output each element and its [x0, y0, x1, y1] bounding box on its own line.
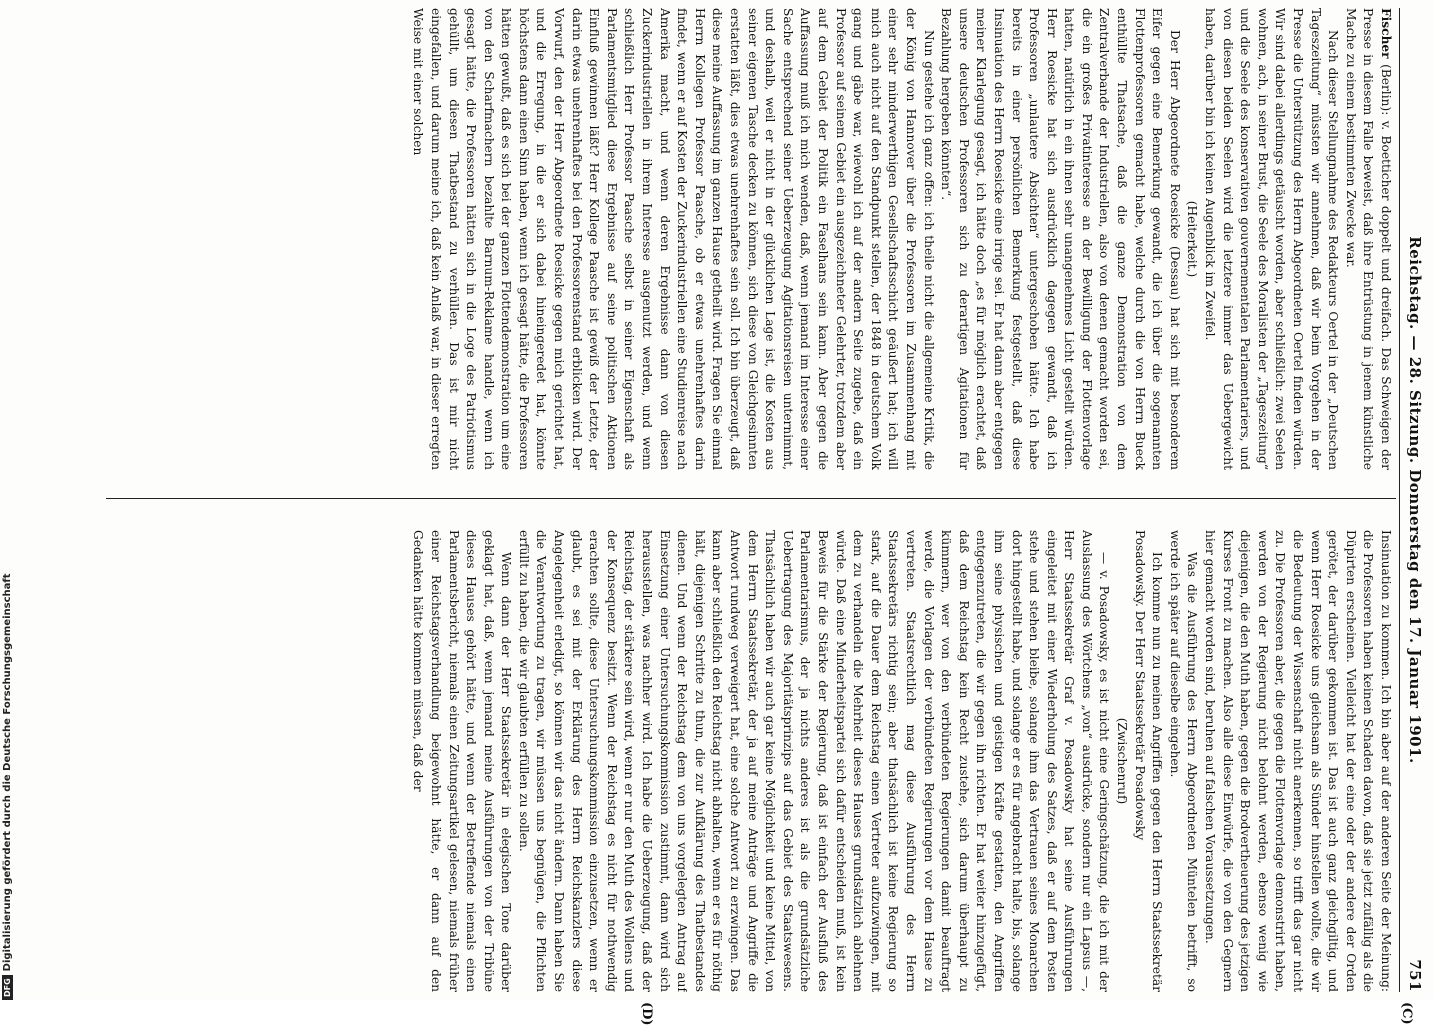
right-column [109, 530, 1394, 992]
page-header [1402, 8, 1424, 992]
running-title: Reichstag. — 28. Sitzung. Donnerstag den 17. Januar 1901. [1406, 236, 1424, 764]
paragraph-1: v. Boetticher doppelt und dreifach. Das Schweigen der Presse in diesem Falle beweist, daß ihre Entrüstung in jenem künstliche Mache zu einem bestimmten Zwecke war. [1343, 8, 1393, 470]
left-column [109, 8, 1394, 470]
paragraph-2: Nach dieser Stellungnahme des Redakteurs Oertel in der „Deutschen Tageszeitung“ müssten wir annehmen, daß wir beim Vorgehen in der Presse die Unterstützung des Herrn Abgeordneten Oertel finden würden. Wir sind dabei allerdings getäuscht worden, aber schließlich: zwei Seelen wohnen, ach, in seiner Brust, die Seele des Moralisten der „Tageszeitung“ und die Seele des konservativen gouvernementalen Parlamentariers, und von diesen beiden Seelen wird die letztere immer das Uebergewicht haben, darüber bin ich keinen Augenblick im Zweifel. [1203, 8, 1341, 470]
paragraph-r4: — v. Posadowsky, es ist nicht eine Geringschätzung, die ich mit der Auslassung des Wörtchens „von“ ausdrücke, sondern nur ein Lapsus —, Herr Staatssekretär Graf v. Posadowsky hat seine Ausführungen eingeleitet mit einer Wiederholung des Satzes, daß er auf dem Posten stehe und stehen bleibe, solange ihm das Vertrauen seines Monarchen dort hingestellt habe, und solange er es für angebracht halte, bis, solange ihm seine physischen und geistigen Kräfte gestatten, den Angriffen entgegenzutreten, die wir gegen ihn richten. Er hat weiter hinzugefügt, daß dem Reichstag kein Recht zustehe, sich darum überhaupt zu kümmern, wer von den verbündeten Regierungen damit beauftragt werde, die Vorlagen der verbündeten Regierungen vor dem Hause zu vertreten. Staatsrechtlich mag diese Ausführung des Herrn Staatssekretärs richtig sein; aber thatsächlich ist keine Regierung so stark, auf die Dauer dem Reichstag einen Vertreter aufzuzwingen, mit dem zu verhandeln die Mehrheit dieses Hauses grundsätzlich ablehnen würde. Daß eine Minderheitspartei sich dafür entscheiden muß, ist kein Beweis für die Stärke der Regierung, daß ist einfach der Ausfluß des Parlamentarismus, der ja nichts anderes ist als die grundsätzliche Uebertragung des Majoritätsprinzips auf das Gebiet des Staatswesens. Thatsächlich haben wir auch gar keine Möglichkeit und keine Mittel, von dem Herrn Staatssekretär, der ja auf meine Anträge und Angriffe die Antwort rundweg verweigert hat, eine solche Antwort zu erzwingen. Das kann aber schließlich den Reichstag nicht abhalten, wenn er es für nöthig hält, diejenigen Schritte zu thun, die zur Aufklärung des Thatbestandes dienen. Und wenn der Reichstag dem von uns vorgelegten Antrag auf Einsetzung einer Untersuchungskommission zustimmt, dann wird sich herausstellen, was nachher wird. Ich habe die Ueberzeugung, daß der Reichstag, der stärkere sein wird, wenn er nur den Muth des Wollens und der Konsequenz besitzt. Wenn der Reichstag es nicht für nothwendig erachten sollte, diese Untersuchungskommission einzusetzen, wenn er glaubt, es sei mit der Erklärung des Herrn Reichskanzlers diese Angelegenheit erledigt, so können wir das nicht ändern. Dann haben Sie die Verantwortung zu tragen, wir müssen uns begnügen, die Pflichten erfüllt zu haben, die wir glaubten erfüllen zu sollen. [516, 530, 1112, 992]
header-rule [1399, 8, 1400, 992]
margin-marker-d: (D) [639, 1002, 654, 1026]
paragraph-3: Der Herr Abgeordnete Roesicke (Dessau) hat sich mit besonderem Eifer gegen eine Bemerkung gewandt, die ich über die sogenannten Flottenprofessoren gemacht habe, welche durch die von Herrn Bueck enthüllte Thatsache, daß die ganze Demonstration von dem Zentralverbande der Industriellen, also von denen gemacht worden sei, die ein großes Privatinteresse an der Bewilligung der Flottenvorlage hatten, natürlich in ein ihnen sehr unangenehmes Licht gestellt würden. Herr Roesicke hat sich ausdrücklich dagegen gewandt, daß ich Professoren „unlautere Absichten“ untergeschoben hätte. Ich habe bereits in einer persönlichen Bemerkung festgestellt, daß diese Insinuation des Herrn Roesicke eine irrige sei. Er hat dann aber entgegen meiner Klarlegung gesagt, ich hätte doch „es für möglich erachtet, daß unsere deutschen Professoren sich zu derartigen Agitationen für Bezahlung hergeben könnten“. [939, 8, 1182, 470]
paragraph-r5: Wenn dann der Herr Staatssekretär in elegischen Tone darüber geklagt hat, daß, wenn jemand meine Ausführungen von der Tribüne dieses Hauses gehört hätte, und wenn der Betreffende niemals einen Parlamentsbericht, niemals einen Zeitungsartikel gelesen, niemals früher einer Reichstagsverhandlung beigewohnt hätte, er dann auf den Gedanken hätte kommen müssen, daß der [411, 530, 514, 992]
paragraph-r1: Insinuation zu kommen. Ich bin aber auf der anderen Seite der Meinung: die Professoren haben keinen Schaden davon, daß sie jetzt zufällig als die Düpirten erscheinen. Vielleicht hat der eine oder der andere der Orden gerötet, der darüber gekommen ist. Das ist auch ganz gleichgiltig, und wenn Herr Roesicke uns gleichsam als Sünder hinstellen wollte, die wir die Bedeutung der Wissenschaft nicht anerkennen, so trifft das gar nicht zu. Die Professoren aber, die gegen die Flottenvorlage demonstrirt haben, werden von der Regierung nicht belohnt werden, ebenso wenig wie diejenigen, die den Muth haben, gegen die Brodvertheuerung des jetzigen Kurses Front zu machen. Also alle diese Einwürfe, die von den Gegnern hier gemacht worden sind, beruhen auf falschen Voraussetzungen. [1203, 530, 1393, 992]
dfg-logo: DFG [2, 975, 13, 1000]
footer-text: Digitalisierung gefördert durch die Deutsche Forschungsgemeinschaft [2, 573, 13, 972]
paragraph-r3: Ich komme nun zu meinen Angriffen gegen den Herrn Staatssekretär Posadowsky. Der Herr Staatssekretär Posadowsky [1132, 530, 1165, 992]
digitization-footer [2, 573, 16, 1000]
interjection-heiterkeit: (Heiterkeit.) [1185, 200, 1200, 278]
speaker-place: (Berlin): [1379, 64, 1393, 116]
rotated-page-content [84, 8, 1424, 1026]
paragraph-r2: Was die Ausführung des Herrn Abgeordneten Müntelen betrifft, so werde ich später auf dieselbe eingehen. [1167, 530, 1200, 992]
speaker-name: Fischer [1379, 8, 1393, 59]
margin-marker-c: (C) [1399, 1002, 1414, 1025]
interjection-zwischenruf: (Zwischenruf) [1115, 717, 1130, 805]
paragraph-4: Nun gestehe ich ganz offen: ich theile nicht die allgemeine Kritik, die der König von Hannover über die Professoren im Zusammenhang mit einer sehr minderwerthigen Gesellschaftsschicht geäußert hat; ich will mich auch nicht auf den Standpunkt stellen, der 1848 in deutschem Volk gang und gäbe war, wiewohl ich auf der andern Seite zugebe, daß ein Professor auf seinem Gebiet ein ausgezeichneter Gelehrter, trotzdem aber auf dem Gebiet der Politik ein Faselhans sein kann. Aber gegen die Auffassung muß ich mich wenden, daß, wenn jemand im Interesse einer Sache entsprechend seiner Ueberzeugung Agitationsreisen unternimmt, und deshalb, weil er nicht in der glücklichen Lage ist, die Kosten aus seiner eigenen Tasche decken zu können, sich diese von Gleichgesinnten erstatten läßt, dies etwas unehrenhaftes sein soll. Ich bin überzeugt, daß diese meine Auffassung im ganzen Hause getheilt wird. Fragen Sie einmal Herrn Kollegen Professor Paasche, ob er etwas unehrenhaftes darin findet, wenn er auf Kosten der Zuckerindustriellen eine Studienreise nach Amerika macht, und wenn deren Ergebnisse dann von diesen Zuckerindustriellen in ihrem Interesse ausgenutzt werden, und wenn schließlich Herr Professor Paasche selbst in seiner Eigenschaft als Parlamentsmitglied diese Ergebnisse auf seine politischen Aktionen Einfluß gewinnen läßt? Herr Kollege Paasche ist gewiß der Letzte, der darin etwas unehrenhaftes bei den Professorenstand erblicken wird. Der Vorwurf, den der Herr Abgeordnete Roesicke gegen mich gerichtet hat, und die Erregung, in die er sich dabei hineingeredet hat, könnte höchstens dann einen Sinn haben, wenn ich gesagt hätte, die Professoren hätten gewußt, daß es sich bei der ganzen Flottendemonstration um eine von den Scharfmachern bezahlte Barnum-Reklame handle, wenn ich gesagt hätte, die Professoren hätten sich in die Loge des Patriotismus gehüllt, um diesen Thatbestand zu verhüllen. Das ist mir nicht eingefallen, und darum meine ich, daß kein Anlaß war, in dieser erregten Weise mit einer solchen [411, 8, 936, 470]
column-divider [106, 498, 1396, 499]
page-number: 751 [1406, 959, 1424, 992]
speaker-paragraph [1341, 8, 1394, 470]
